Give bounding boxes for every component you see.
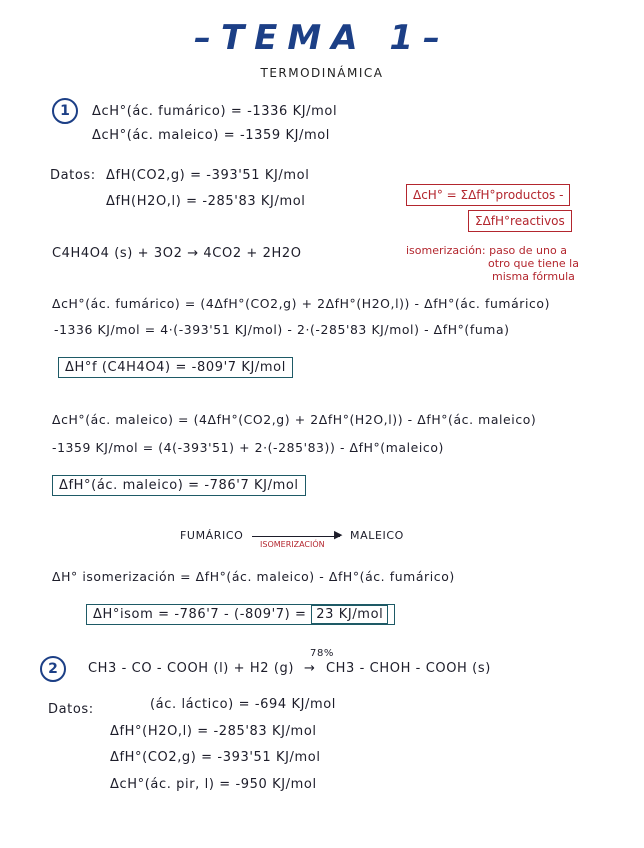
isomerization-result-value: 23 KJ/mol	[311, 605, 388, 624]
iso-to-label: MALEICO	[350, 529, 404, 542]
pyruvic-reaction-yield: 78%	[310, 648, 335, 659]
page-subtitle: TERMODINÁMICA	[260, 66, 384, 80]
problem-2-number: 2	[40, 656, 66, 682]
isomerization-note-2: otro que tiene la	[488, 257, 579, 270]
combustion-formula-box	[406, 184, 570, 206]
combustion-fumarico-line: ΔcH°(ác. fumárico) = -1336 KJ/mol	[92, 104, 338, 119]
datos-co2-line: ΔfH(CO2,g) = -393'51 KJ/mol	[106, 168, 310, 183]
datos-lactico-line: (ác. láctico) = -694 KJ/mol	[150, 697, 337, 712]
isomerization-calc: ΔH° isomerización = ΔfH°(ác. maleico) - ΔfH°(ác. fumárico)	[52, 569, 455, 584]
combustion-maleico-line: ΔcH°(ác. maleico) = -1359 KJ/mol	[92, 128, 331, 143]
iso-arrow-line	[252, 536, 340, 537]
problem-1-number: 1	[52, 98, 78, 124]
problem-2-datos-label: Datos:	[48, 702, 94, 717]
pyruvic-reaction-left: CH3 - CO - COOH (l) + H2 (g)	[88, 661, 295, 676]
fumarico-result-box: ΔH°f (C4H4O4) = -809'7 KJ/mol	[58, 357, 293, 378]
fumarico-calc-line-1: ΔcH°(ác. fumárico) = (4ΔfH°(CO2,g) + 2ΔfH°(H2O,l)) - ΔfH°(ác. fumárico)	[52, 296, 551, 311]
page-title: –TEMA 1–	[193, 18, 451, 58]
combustion-formula-box-2	[468, 210, 572, 232]
iso-from-label: FUMÁRICO	[180, 529, 244, 542]
formula-box-line-1: ΔcH° = ΣΔfH°productos -	[413, 188, 564, 202]
fumarico-calc-line-2: -1336 KJ/mol = 4·(-393'51 KJ/mol) - 2·(-285'83 KJ/mol) - ΔfH°(fuma)	[54, 322, 510, 337]
datos-co2-line-2: ΔfH°(CO2,g) = -393'51 KJ/mol	[110, 750, 321, 765]
datos-piruvico-line: ΔcH°(ác. pir, l) = -950 KJ/mol	[110, 777, 317, 792]
isomerization-result-box	[86, 604, 395, 625]
maleico-calc-line-1: ΔcH°(ác. maleico) = (4ΔfH°(CO2,g) + 2ΔfH°(H2O,l)) - ΔfH°(ác. maleico)	[52, 412, 537, 427]
iso-arrow-head: ▶	[334, 528, 344, 541]
pyruvic-reaction-arrow: →	[304, 661, 316, 676]
isomerization-note-3: misma fórmula	[492, 270, 575, 283]
datos-label: Datos:	[50, 168, 96, 183]
maleico-result-box: ΔfH°(ác. maleico) = -786'7 KJ/mol	[52, 475, 306, 496]
iso-arrow-label: ISOMERIZACIÓN	[260, 540, 325, 549]
combustion-reaction: C4H4O4 (s) + 3O2 → 4CO2 + 2H2O	[52, 246, 302, 261]
datos-h2o-line-2: ΔfH°(H2O,l) = -285'83 KJ/mol	[110, 724, 317, 739]
formula-box-line-2: ΣΔfH°reactivos	[475, 214, 565, 228]
isomerization-note-1: isomerización: paso de uno a	[406, 244, 567, 257]
pyruvic-reaction-right: CH3 - CHOH - COOH (s)	[326, 661, 491, 676]
datos-h2o-line: ΔfH(H2O,l) = -285'83 KJ/mol	[106, 194, 306, 209]
maleico-calc-line-2: -1359 KJ/mol = (4(-393'51) + 2·(-285'83)) - ΔfH°(maleico)	[52, 440, 444, 455]
isomerization-result-prefix: ΔH°isom = -786'7 - (-809'7) =	[93, 607, 307, 622]
